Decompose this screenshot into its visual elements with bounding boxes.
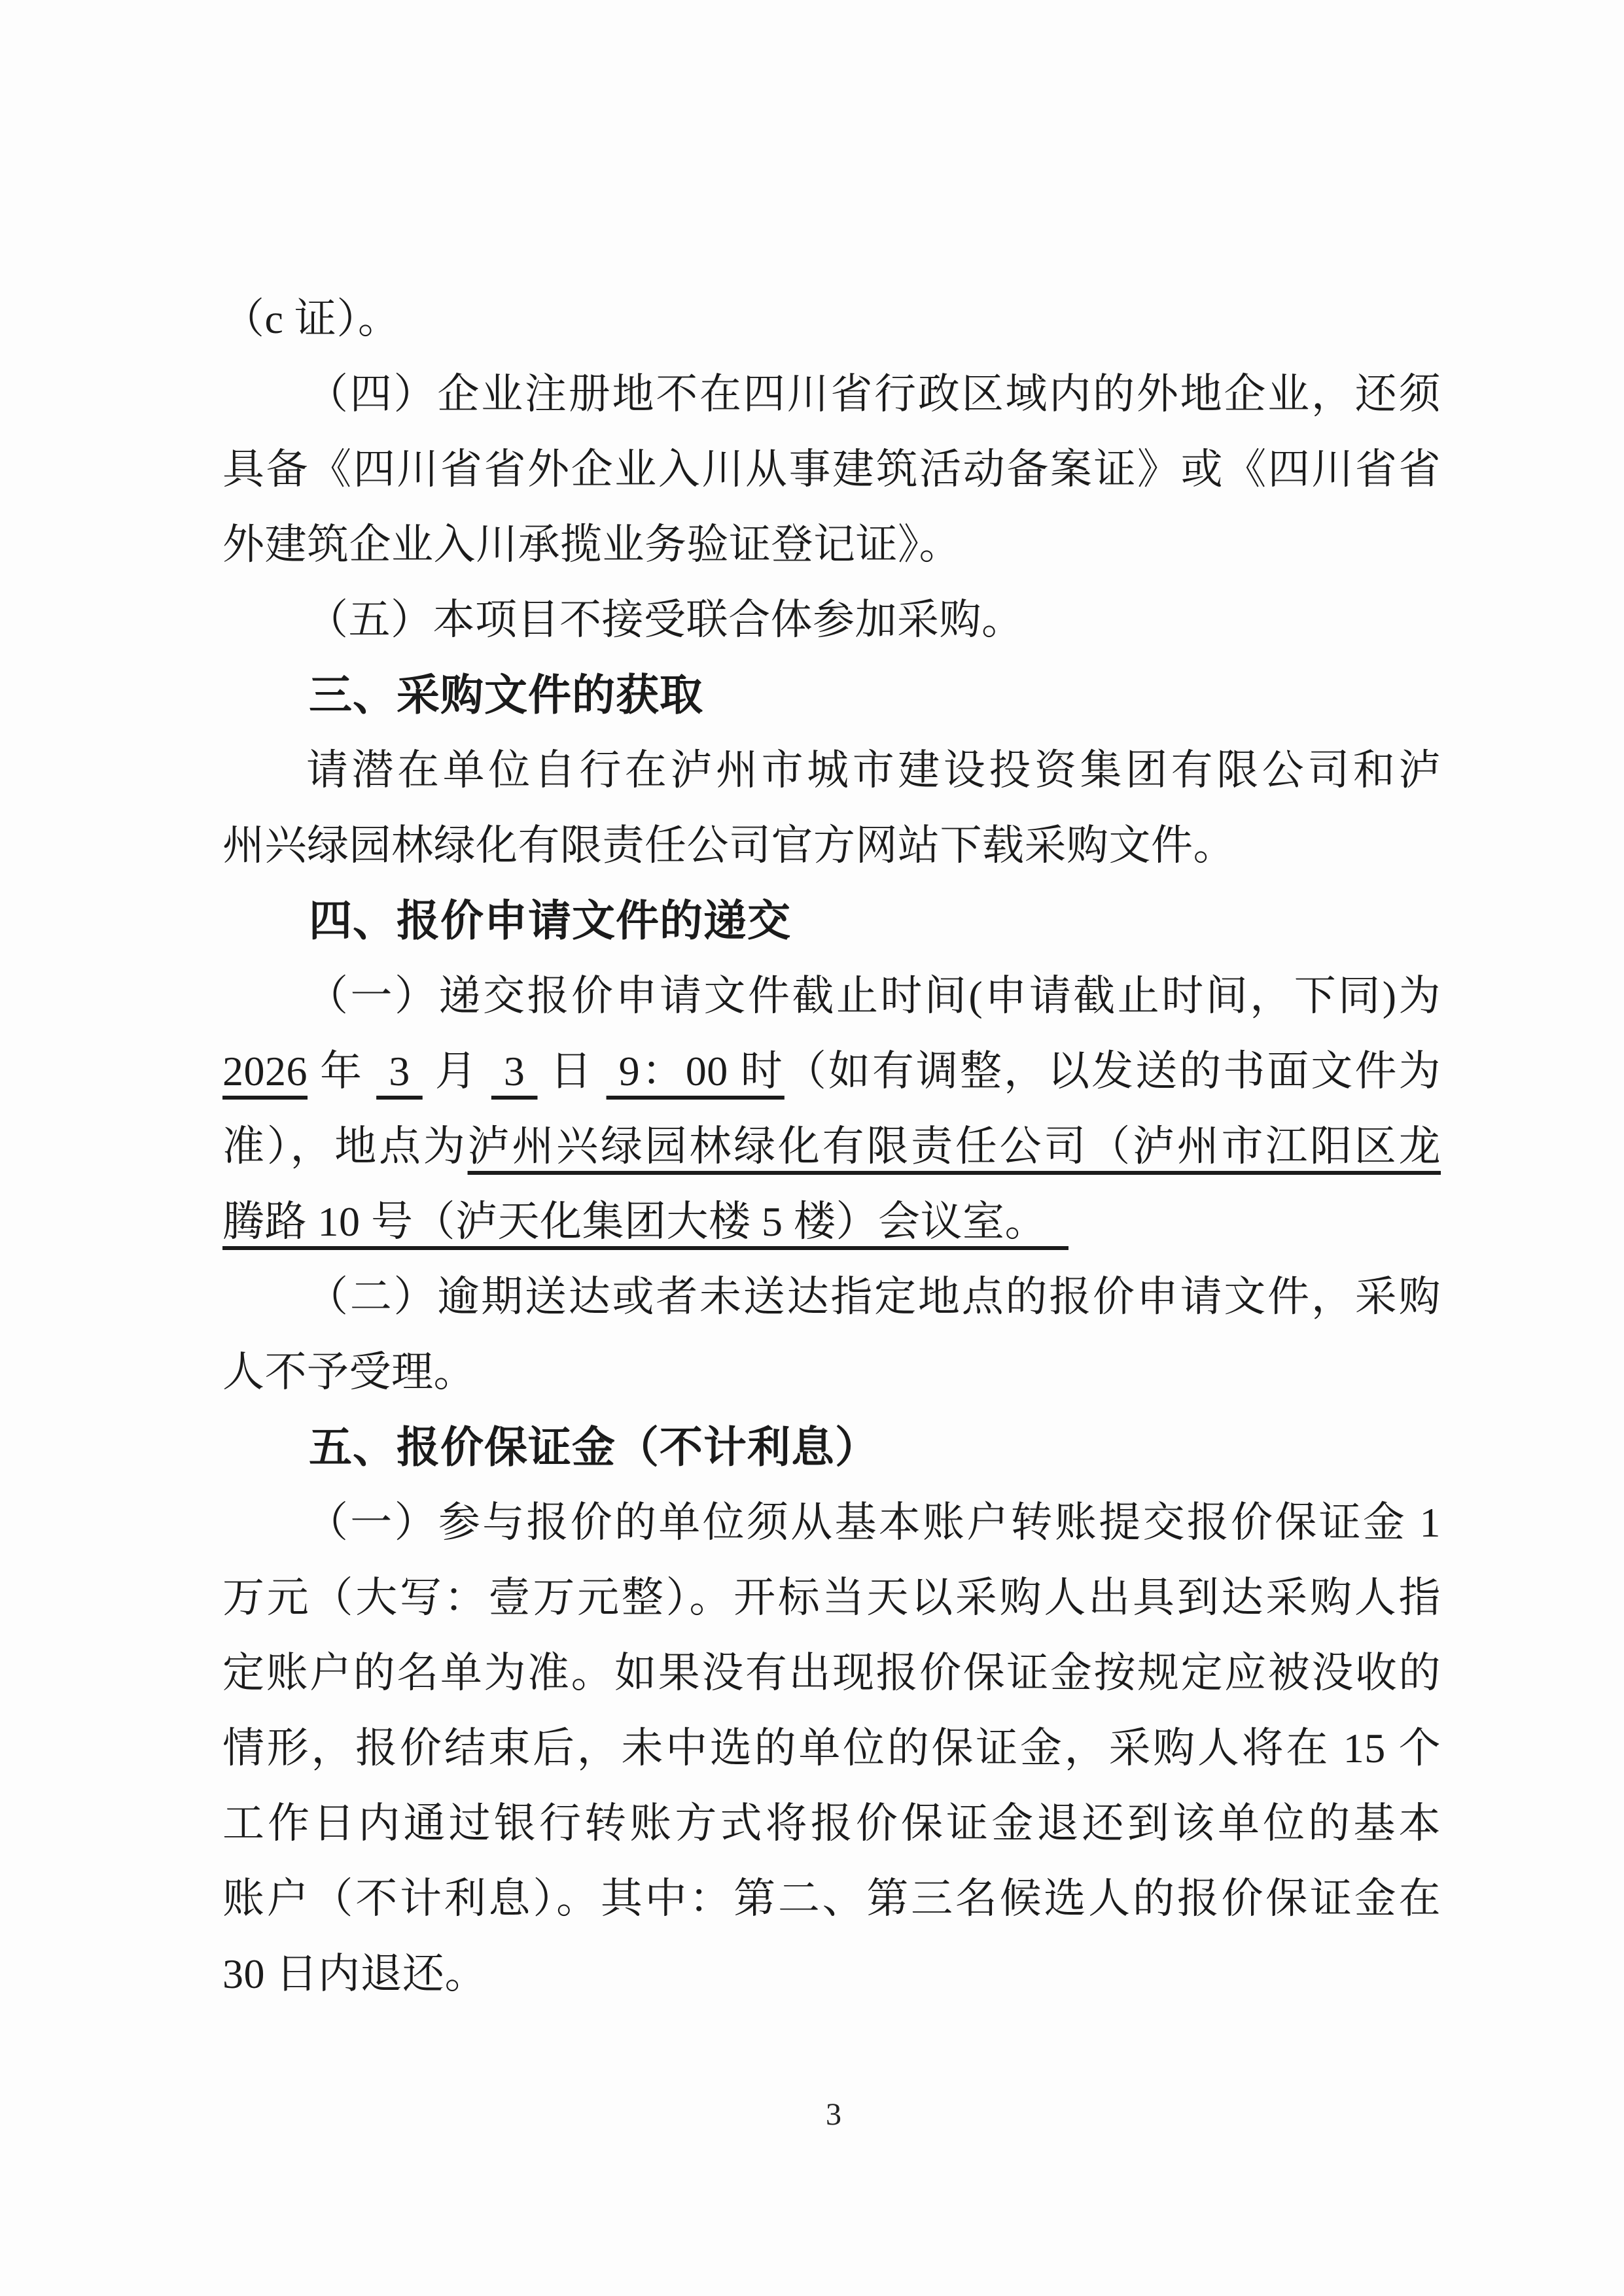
text-segment: 月 bbox=[422, 1048, 491, 1094]
underlined-text: 泸州兴绿园林绿化有限责任公司（泸州市江阳区龙 bbox=[467, 1123, 1441, 1170]
text-segment: 准），地点为 bbox=[222, 1123, 468, 1170]
text-line bbox=[222, 1560, 1441, 1635]
text-line bbox=[222, 357, 1441, 432]
underlined-text: 腾路 10 号（泸天化集团大楼 5 楼）会议室。 bbox=[222, 1198, 1068, 1245]
text-line bbox=[222, 1635, 1441, 1711]
text-segment: （c 证）。 bbox=[222, 296, 400, 342]
text-line bbox=[222, 1786, 1441, 1861]
text-segment: 定账户的名单为准。如果没有出现报价保证金按规定应被没收的 bbox=[222, 1650, 1441, 1696]
text-segment: 日 bbox=[537, 1048, 607, 1094]
text-segment: 人不予受理。 bbox=[222, 1349, 476, 1395]
text-segment: 账户（不计利息）。其中：第二、第三名候选人的报价保证金在 bbox=[222, 1875, 1441, 1922]
text-segment: 外建筑企业入川承揽业务验证登记证》。 bbox=[222, 521, 961, 568]
page-number: 3 bbox=[826, 2097, 841, 2132]
text-line bbox=[222, 582, 1441, 657]
text-line bbox=[222, 1936, 1441, 2011]
text-line bbox=[222, 1861, 1441, 1936]
text-line bbox=[222, 958, 1441, 1034]
heading-line bbox=[222, 883, 1441, 958]
text-segment: 年 bbox=[308, 1048, 377, 1094]
text-line bbox=[222, 1034, 1441, 1109]
text-line bbox=[222, 432, 1441, 507]
text-line bbox=[222, 1485, 1441, 1560]
text-segment: （一）递交报价申请文件截止时间(申请截止时间，下同)为 bbox=[306, 973, 1441, 1019]
text-segment: 情形，报价结束后，未中选的单位的保证金，采购人将在 15 个 bbox=[222, 1725, 1441, 1771]
text-line bbox=[222, 808, 1441, 883]
underlined-text: 3 bbox=[491, 1048, 538, 1094]
text-segment: 四、报价申请文件的递交 bbox=[309, 896, 791, 945]
underlined-text: 3 bbox=[376, 1048, 423, 1094]
text-segment: 万元（大写：壹万元整）。开标当天以采购人出具到达采购人指 bbox=[222, 1574, 1441, 1621]
text-segment: 五、报价保证金（不计利息） bbox=[309, 1423, 879, 1471]
text-segment: （如有调整，以发送的书面文件为 bbox=[784, 1048, 1441, 1094]
text-segment: （一）参与报价的单位须从基本账户转账提交报价保证金 1 bbox=[306, 1499, 1441, 1546]
text-segment: （五）本项目不接受联合体参加采购。 bbox=[306, 597, 1024, 643]
underlined-text: 2026 bbox=[222, 1048, 308, 1094]
text-segment: （二）逾期送达或者未送达指定地点的报价申请文件，采购 bbox=[306, 1274, 1441, 1320]
text-segment: 具备《四川省省外企业入川从事建筑活动备案证》或《四川省省 bbox=[222, 446, 1441, 493]
text-line bbox=[222, 1109, 1441, 1184]
text-segment: （四）企业注册地不在四川省行政区域内的外地企业，还须 bbox=[306, 371, 1441, 417]
text-line bbox=[222, 281, 1441, 357]
underlined-text: 9：00 时 bbox=[606, 1048, 785, 1094]
text-line bbox=[222, 1184, 1441, 1259]
text-line bbox=[222, 1334, 1441, 1410]
text-segment: 州兴绿园林绿化有限责任公司官方网站下载采购文件。 bbox=[222, 822, 1235, 869]
document-lines bbox=[222, 281, 1441, 2011]
text-segment: 请潜在单位自行在泸州市城市建设投资集团有限公司和泸 bbox=[306, 747, 1441, 793]
text-segment: 工作日内通过银行转账方式将报价保证金退还到该单位的基本 bbox=[222, 1800, 1441, 1847]
heading-line bbox=[222, 657, 1441, 733]
text-segment: 三、采购文件的获取 bbox=[309, 670, 703, 719]
text-line bbox=[222, 1711, 1441, 1786]
text-line bbox=[222, 507, 1441, 582]
heading-line bbox=[222, 1410, 1441, 1485]
text-line bbox=[222, 733, 1441, 808]
text-segment: 30 日内退还。 bbox=[222, 1951, 487, 1997]
text-line bbox=[222, 1259, 1441, 1334]
